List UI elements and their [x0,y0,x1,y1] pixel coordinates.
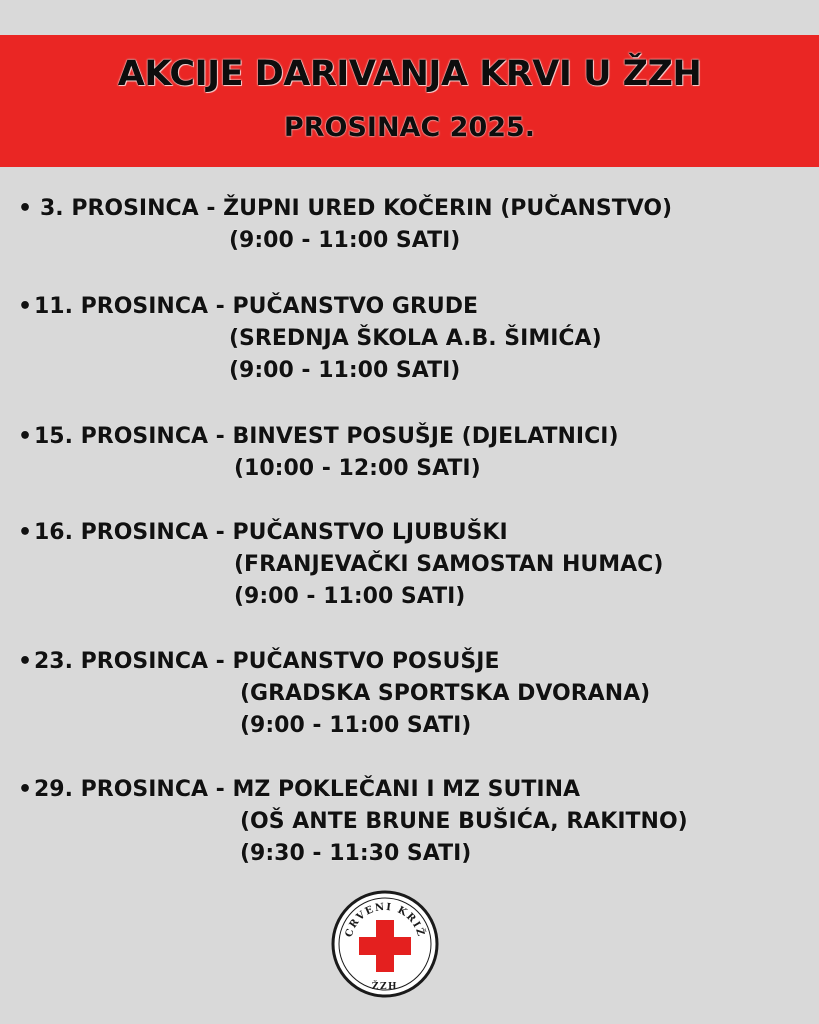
event-detail: (9:00 - 11:00 SATI) [240,713,472,738]
event-detail: (GRADSKA SPORTSKA DVORANA) [240,681,651,706]
event-heading [18,421,808,453]
event-item [18,774,808,870]
bullet: • [18,777,33,802]
event-heading [18,646,808,678]
event-heading-text: 3. PROSINCA - ŽUPNI URED KOČERIN (PUČANSTVO) [40,196,673,221]
page-title: AKCIJE DARIVANJA KRVI U ŽZH [117,54,702,94]
event-heading-text: 16. PROSINCA - PUČANSTVO LJUBUŠKI [34,520,508,545]
logo-bottom-text: ŽZH [371,982,399,992]
event-item [18,646,808,742]
event-detail: (9:00 - 11:00 SATI) [229,228,461,253]
event-heading-text: 11. PROSINCA - PUČANSTVO GRUDE [34,294,479,319]
event-detail: (FRANJEVAČKI SAMOSTAN HUMAC) [234,552,664,577]
event-heading-text: 23. PROSINCA - PUČANSTVO POSUŠJE [34,649,500,674]
bullet: • [18,196,33,221]
event-heading-text: 15. PROSINCA - BINVEST POSUŠJE (DJELATNICI) [34,424,619,449]
event-detail: (9:30 - 11:30 SATI) [240,841,472,866]
event-item [18,193,808,257]
page-subtitle: PROSINAC 2025. [283,112,536,143]
event-item [18,421,808,485]
red-cross-logo [331,890,439,998]
event-heading-text: 29. PROSINCA - MZ POKLEČANI I MZ SUTINA [34,777,581,802]
event-heading [18,193,808,225]
event-heading [18,291,808,323]
bullet: • [18,649,33,674]
event-heading [18,517,808,549]
event-item [18,517,808,613]
event-item [18,291,808,387]
event-detail: (10:00 - 12:00 SATI) [234,456,481,481]
event-detail: (9:00 - 11:00 SATI) [229,358,461,383]
event-heading [18,774,808,806]
event-detail: (SREDNJA ŠKOLA A.B. ŠIMIĆA) [229,326,602,351]
bullet: • [18,294,33,319]
bullet: • [18,520,33,545]
logo-top-text: CRVENI KRIŽ [343,901,427,939]
event-detail: (9:00 - 11:00 SATI) [234,584,466,609]
event-detail: (OŠ ANTE BRUNE BUŠIĆA, RAKITNO) [240,809,688,834]
bullet: • [18,424,33,449]
